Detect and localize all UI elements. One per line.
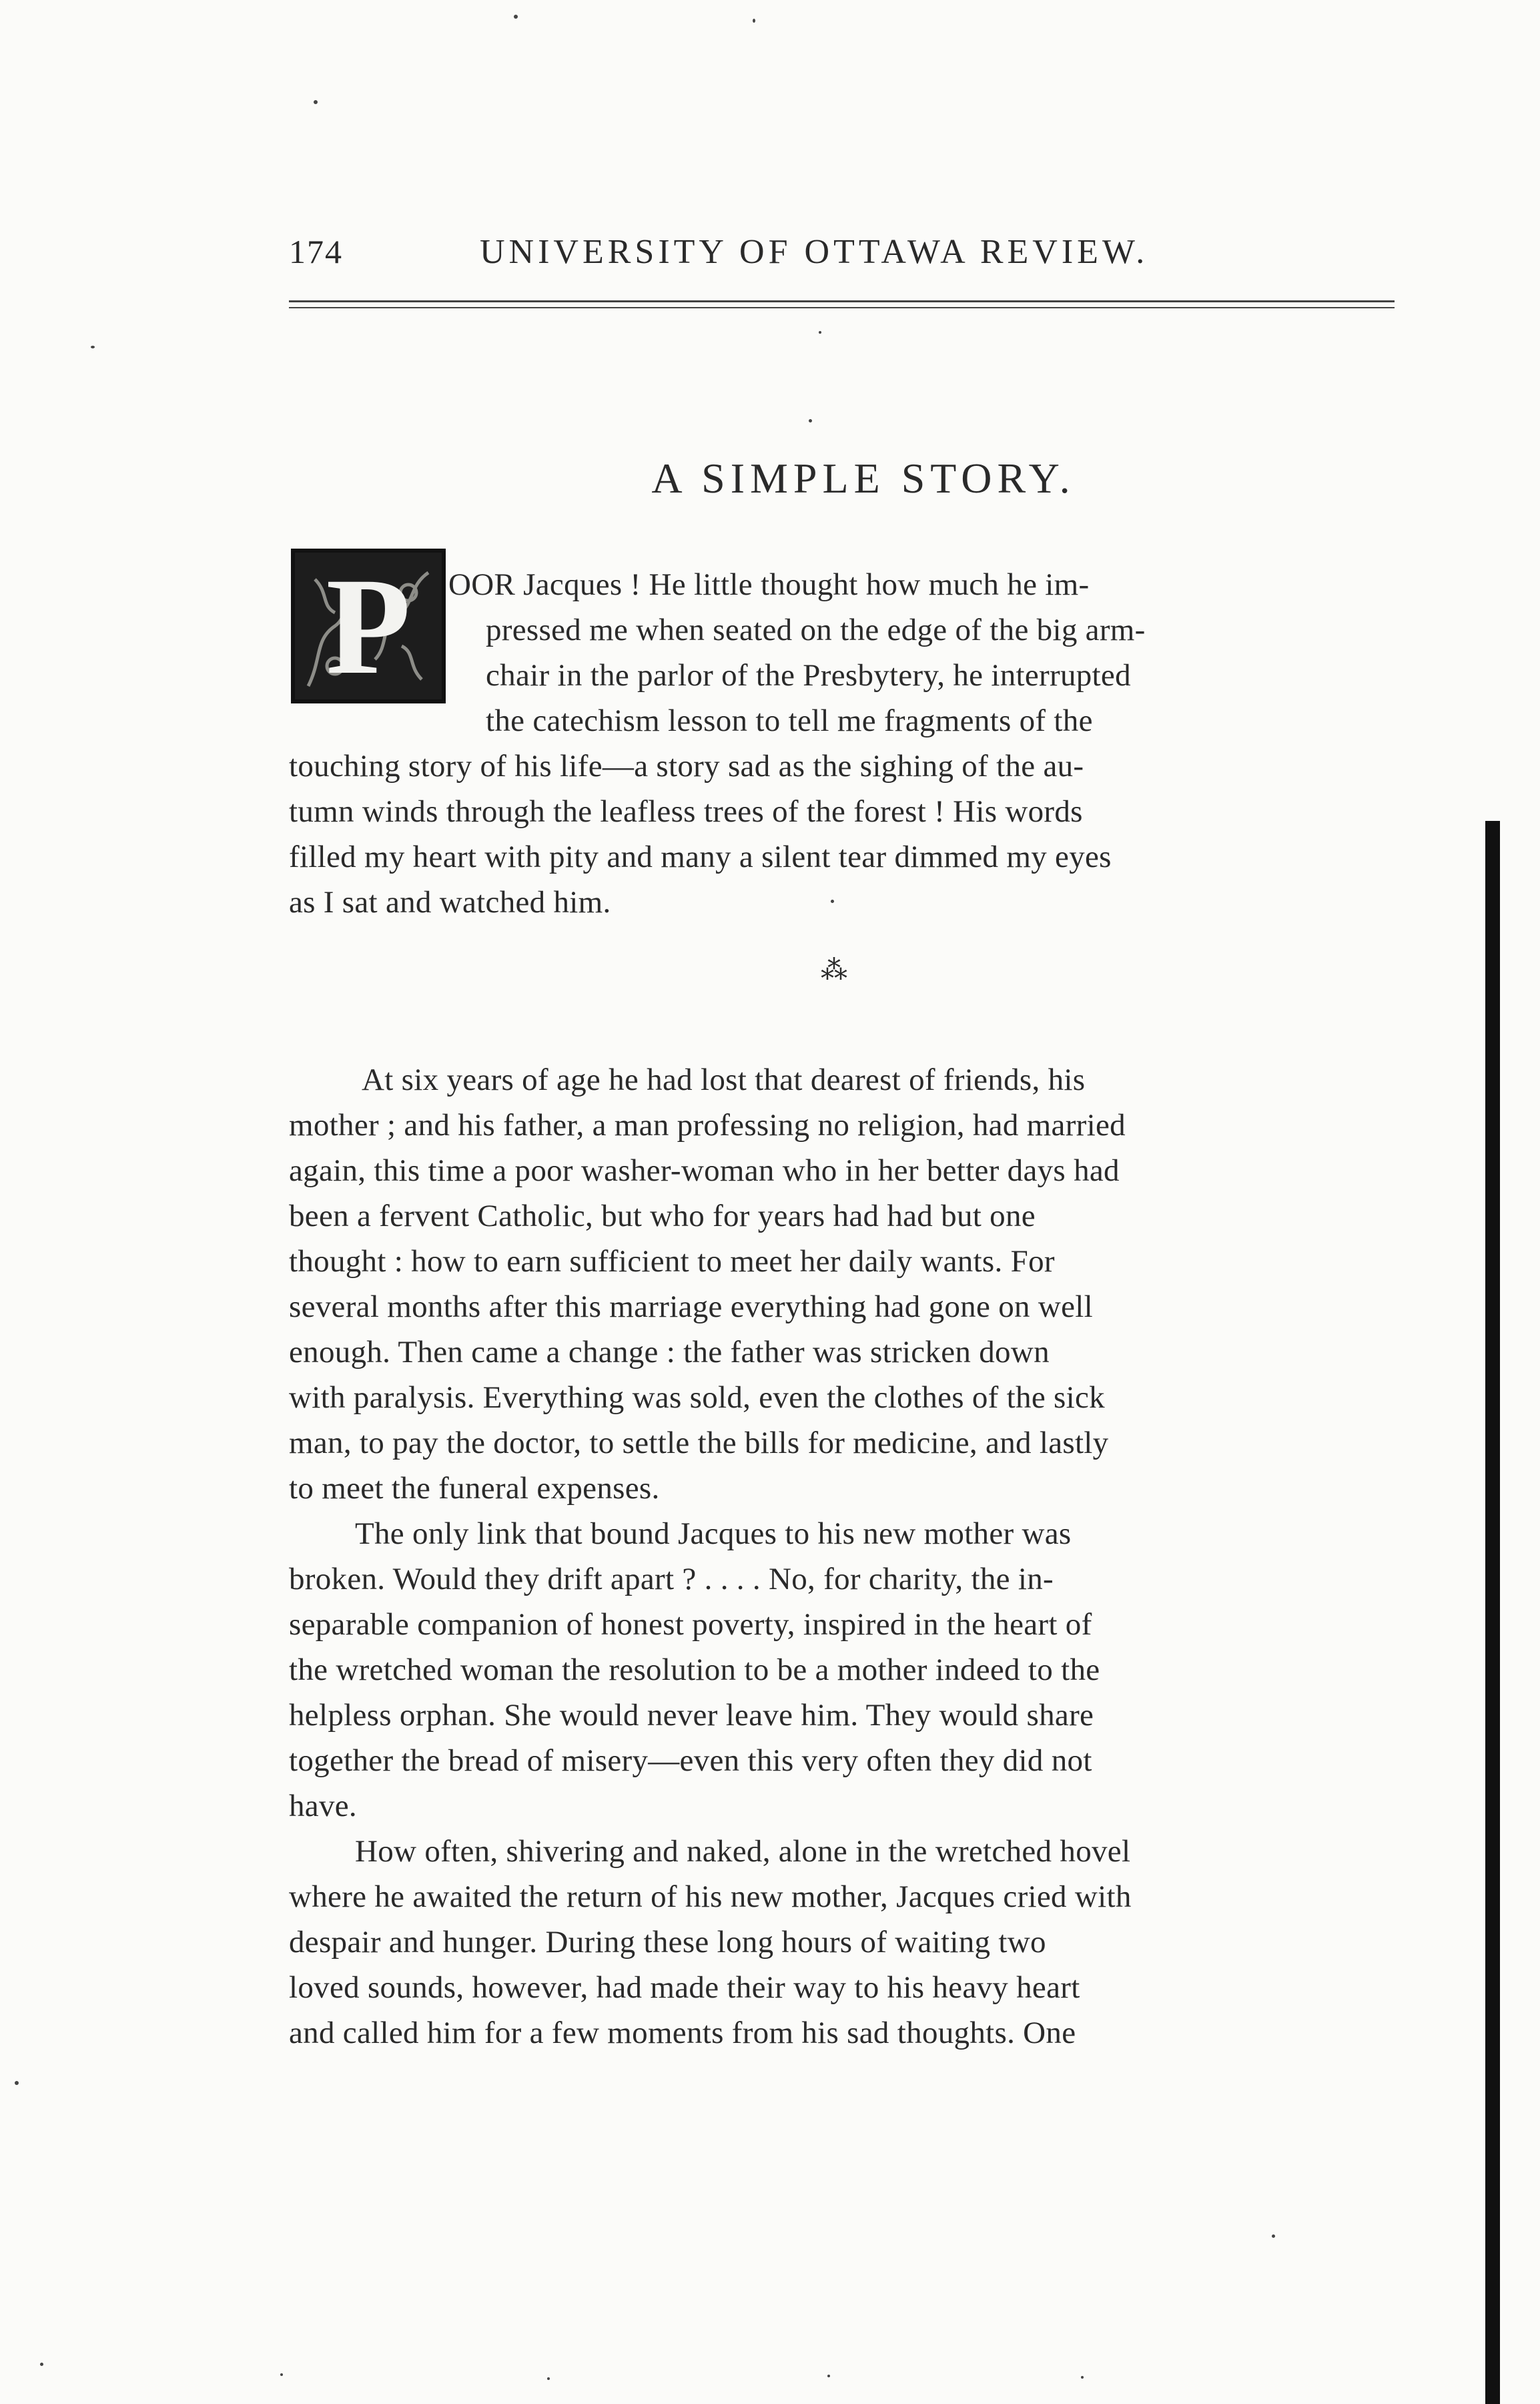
scan-speck bbox=[827, 2375, 830, 2377]
scan-speck bbox=[809, 419, 812, 422]
scan-speck bbox=[753, 19, 755, 23]
scan-speck bbox=[314, 100, 318, 104]
drop-cap-letter: P bbox=[326, 549, 411, 703]
text-line: the catechism lesson to tell me fragments of the bbox=[486, 703, 1093, 738]
running-header bbox=[289, 227, 1395, 294]
text-line: helpless orphan. She would never leave him. They would share bbox=[289, 1698, 1094, 1733]
scan-speck bbox=[547, 2377, 550, 2380]
article-title: A SIMPLE STORY. bbox=[651, 455, 1076, 502]
text-line: man, to pay the doctor, to settle the bills for medicine, and lastly bbox=[289, 1426, 1109, 1460]
scan-speck bbox=[1272, 2234, 1275, 2238]
header-rule bbox=[289, 300, 1395, 302]
text-line: the wretched woman the resolution to be a mother indeed to the bbox=[289, 1652, 1100, 1687]
text-line: separable companion of honest poverty, inspired in the heart of bbox=[289, 1607, 1092, 1642]
scan-speck bbox=[91, 346, 95, 348]
text-line: broken. Would they drift apart ? . . . . No, for charity, the in- bbox=[289, 1562, 1054, 1596]
text-line: chair in the parlor of the Presbytery, he interrupted bbox=[486, 658, 1131, 693]
text-line: thought : how to earn sufficient to meet her daily wants. For bbox=[289, 1244, 1055, 1279]
scan-speck bbox=[514, 15, 518, 19]
header-rule-thin bbox=[289, 307, 1395, 308]
text-line: At six years of age he had lost that dearest of friends, his bbox=[362, 1063, 1086, 1097]
text-line: again, this time a poor washer-woman who in her better days had bbox=[289, 1153, 1120, 1188]
text-line: and called him for a few moments from his sad thoughts. One bbox=[289, 2016, 1076, 2050]
text-line: filled my heart with pity and many a silent tear dimmed my eyes bbox=[289, 840, 1112, 874]
scan-speck bbox=[819, 331, 821, 334]
text-line: OOR Jacques ! He little thought how much he im- bbox=[448, 567, 1090, 602]
text-line: where he awaited the return of his new mother, Jacques cried with bbox=[289, 1879, 1132, 1914]
page-edge-shadow bbox=[1485, 821, 1500, 2404]
text-line: to meet the funeral expenses. bbox=[289, 1471, 660, 1506]
scan-speck bbox=[1081, 2376, 1084, 2379]
text-line: mother ; and his father, a man professing no religion, had married bbox=[289, 1108, 1126, 1143]
running-title: UNIVERSITY OF OTTAWA REVIEW. bbox=[480, 233, 1149, 271]
text-line: been a fervent Catholic, but who for years had had but one bbox=[289, 1199, 1036, 1233]
text-line: pressed me when seated on the edge of the big arm- bbox=[486, 613, 1146, 647]
text-line: enough. Then came a change : the father was stricken down bbox=[289, 1335, 1050, 1370]
asterism-divider: ⁂ bbox=[821, 955, 847, 985]
scan-speck bbox=[40, 2363, 43, 2366]
scan-speck bbox=[831, 900, 834, 903]
page-number: 174 bbox=[289, 233, 343, 270]
scan-speck bbox=[280, 2373, 283, 2376]
text-line: despair and hunger. During these long hours of waiting two bbox=[289, 1925, 1046, 1960]
text-line: The only link that bound Jacques to his new mother was bbox=[355, 1516, 1072, 1551]
text-line: together the bread of misery—even this very often they did not bbox=[289, 1743, 1092, 1778]
drop-cap-ornament bbox=[291, 549, 446, 703]
text-line: several months after this marriage everything had gone on well bbox=[289, 1289, 1093, 1324]
text-line: tumn winds through the leafless trees of the forest ! His words bbox=[289, 794, 1083, 829]
scan-speck bbox=[15, 2081, 19, 2085]
text-line: How often, shivering and naked, alone in the wretched hovel bbox=[355, 1834, 1131, 1869]
text-line: loved sounds, however, had made their way to his heavy heart bbox=[289, 1970, 1080, 2005]
text-line: with paralysis. Everything was sold, even the clothes of the sick bbox=[289, 1380, 1105, 1415]
text-line: as I sat and watched him. bbox=[289, 885, 611, 920]
text-line: touching story of his life—a story sad as the sighing of the au- bbox=[289, 749, 1084, 784]
text-line: have. bbox=[289, 1789, 357, 1823]
